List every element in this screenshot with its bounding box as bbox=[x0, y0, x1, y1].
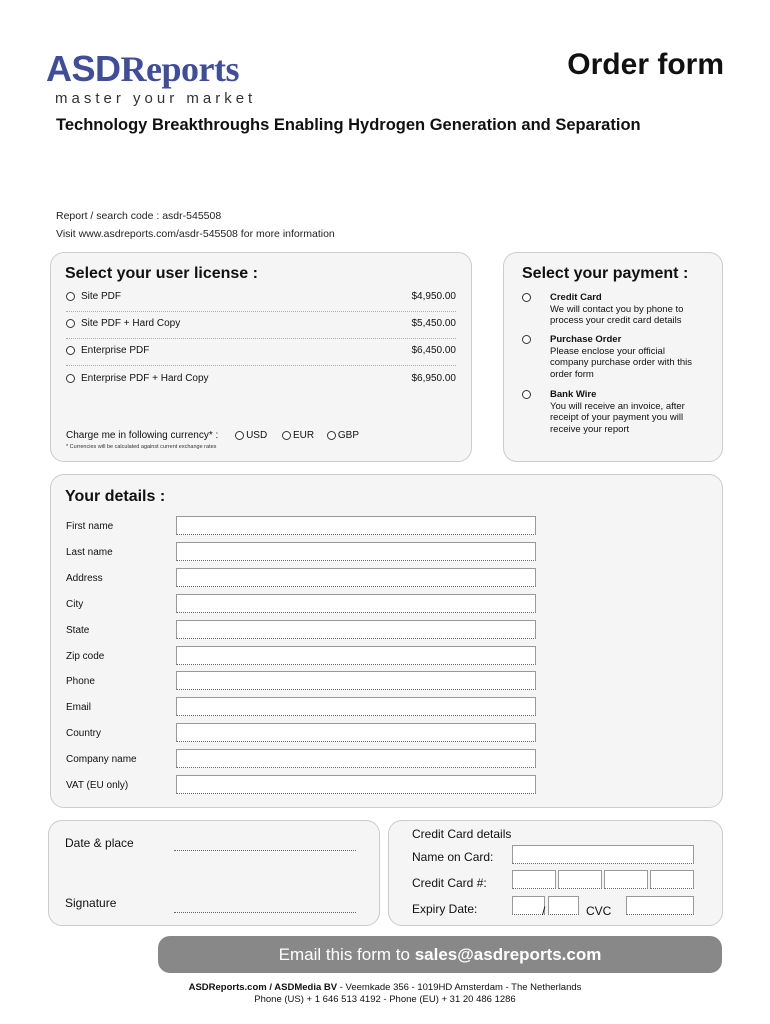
phone-field[interactable] bbox=[176, 671, 536, 690]
radio-icon[interactable] bbox=[282, 431, 291, 440]
currency-label-eur: EUR bbox=[292, 430, 315, 441]
license-price: $4,950.00 bbox=[411, 291, 456, 302]
currency-label-usd: USD bbox=[246, 430, 268, 441]
license-price: $6,450.00 bbox=[411, 345, 456, 356]
logo-tagline: master your market bbox=[55, 90, 257, 107]
field-label: Email bbox=[66, 702, 92, 713]
city-field[interactable] bbox=[176, 594, 536, 613]
field-label: State bbox=[66, 625, 90, 636]
license-option[interactable] bbox=[66, 318, 456, 339]
country-field[interactable] bbox=[176, 723, 536, 742]
company-name-field[interactable] bbox=[176, 749, 536, 768]
email-field[interactable] bbox=[176, 697, 536, 716]
currency-option-eur[interactable] bbox=[282, 430, 314, 441]
license-option[interactable] bbox=[66, 345, 456, 366]
date-place-line[interactable] bbox=[174, 850, 356, 852]
zip-code-field[interactable] bbox=[176, 646, 536, 665]
radio-icon[interactable] bbox=[66, 374, 75, 383]
state-field[interactable] bbox=[176, 620, 536, 639]
first-name-field[interactable] bbox=[176, 516, 536, 535]
field-label: First name bbox=[66, 521, 114, 532]
radio-icon[interactable] bbox=[522, 335, 531, 344]
currency-label-gbp: GBP bbox=[337, 430, 360, 441]
radio-icon[interactable] bbox=[66, 346, 75, 355]
field-label: VAT (EU only) bbox=[66, 780, 129, 791]
license-title: Select your user license : bbox=[65, 265, 258, 282]
address-field[interactable] bbox=[176, 568, 536, 587]
payment-option-text: Please enclose your official company purchase order with this order form bbox=[550, 345, 693, 380]
license-price: $6,950.00 bbox=[411, 373, 456, 384]
logo-reports: Reports bbox=[120, 49, 239, 89]
license-label: Enterprise PDF bbox=[81, 345, 150, 356]
payment-option-title: Bank Wire bbox=[550, 389, 597, 400]
footer-company: ASDReports.com / ASDMedia BV bbox=[188, 982, 338, 993]
last-name-field[interactable] bbox=[176, 542, 536, 561]
currency-label: Charge me in following currency* : bbox=[66, 430, 219, 441]
field-label: Company name bbox=[66, 754, 137, 765]
expiry-separator: / bbox=[542, 904, 546, 918]
logo bbox=[46, 50, 239, 88]
footer-address bbox=[0, 982, 770, 993]
radio-icon[interactable] bbox=[522, 390, 531, 399]
radio-icon[interactable] bbox=[66, 292, 75, 301]
expiry-month-field[interactable] bbox=[512, 896, 545, 915]
signature-label: Signature bbox=[65, 896, 117, 910]
radio-icon[interactable] bbox=[522, 293, 531, 302]
name-on-card-label: Name on Card: bbox=[412, 850, 494, 864]
license-label: Site PDF + Hard Copy bbox=[81, 318, 181, 329]
cvc-label: CVC bbox=[586, 904, 612, 918]
currency-option-usd[interactable] bbox=[235, 430, 267, 441]
credit-card-title: Credit Card details bbox=[412, 827, 512, 841]
card-number-field-4[interactable] bbox=[650, 870, 694, 889]
field-label: Address bbox=[66, 573, 103, 584]
payment-option-credit-card[interactable] bbox=[522, 292, 702, 327]
report-code: Report / search code : asdr-545508 bbox=[56, 210, 222, 222]
date-place-label: Date & place bbox=[65, 836, 134, 850]
visit-link-text: Visit www.asdreports.com/asdr-545508 for more information bbox=[56, 228, 335, 240]
email-address-link[interactable]: sales@asdreports.com bbox=[414, 945, 602, 964]
card-number-field-2[interactable] bbox=[558, 870, 602, 889]
currency-note: * Currencies will be calculated against current exchange rates bbox=[66, 444, 217, 450]
card-number-field-3[interactable] bbox=[604, 870, 648, 889]
cvc-field[interactable] bbox=[626, 896, 694, 915]
vat-field[interactable] bbox=[176, 775, 536, 794]
license-price: $5,450.00 bbox=[411, 318, 456, 329]
currency-option-gbp[interactable] bbox=[327, 430, 359, 441]
name-on-card-field[interactable] bbox=[512, 845, 694, 864]
field-label: Country bbox=[66, 728, 102, 739]
field-label: Phone bbox=[66, 676, 95, 687]
footer-address-text: - Veemkade 356 - 1019HD Amsterdam - The Netherlands bbox=[337, 982, 582, 993]
footer-phone: Phone (US) + 1 646 513 4192 - Phone (EU) + 31 20 486 1286 bbox=[254, 994, 516, 1005]
email-prefix: Email this form to bbox=[278, 945, 415, 964]
field-label: Zip code bbox=[66, 651, 105, 662]
field-label: Last name bbox=[66, 547, 113, 558]
logo-main: ASD bbox=[46, 48, 121, 89]
card-number-field-1[interactable] bbox=[512, 870, 556, 889]
email-form-bar[interactable] bbox=[158, 936, 722, 973]
currency-selector bbox=[66, 430, 359, 441]
signature-line[interactable] bbox=[174, 912, 356, 914]
expiry-date-label: Expiry Date: bbox=[412, 902, 478, 916]
details-title: Your details : bbox=[65, 488, 166, 505]
license-label: Enterprise PDF + Hard Copy bbox=[81, 373, 209, 384]
payment-option-title: Purchase Order bbox=[550, 334, 622, 345]
license-label: Site PDF bbox=[81, 291, 122, 302]
expiry-year-field[interactable] bbox=[548, 896, 579, 915]
license-option[interactable] bbox=[66, 291, 456, 312]
payment-option-purchase-order[interactable] bbox=[522, 334, 702, 380]
card-number-label: Credit Card #: bbox=[412, 876, 487, 890]
payment-option-text: We will contact you by phone to process your credit card details bbox=[550, 303, 684, 326]
payment-option-title: Credit Card bbox=[550, 292, 602, 303]
payment-option-text: You will receive an invoice, after receipt of your payment you will receive your report bbox=[550, 400, 685, 435]
payment-option-bank-wire[interactable] bbox=[522, 389, 702, 435]
payment-title: Select your payment : bbox=[522, 265, 689, 282]
radio-icon[interactable] bbox=[66, 319, 75, 328]
radio-icon[interactable] bbox=[327, 431, 336, 440]
report-title: Technology Breakthroughs Enabling Hydrogen Generation and Separation bbox=[56, 116, 641, 134]
radio-icon[interactable] bbox=[235, 431, 244, 440]
field-label: City bbox=[66, 599, 84, 610]
license-option[interactable] bbox=[66, 373, 456, 393]
order-form-title: Order form bbox=[567, 48, 724, 81]
